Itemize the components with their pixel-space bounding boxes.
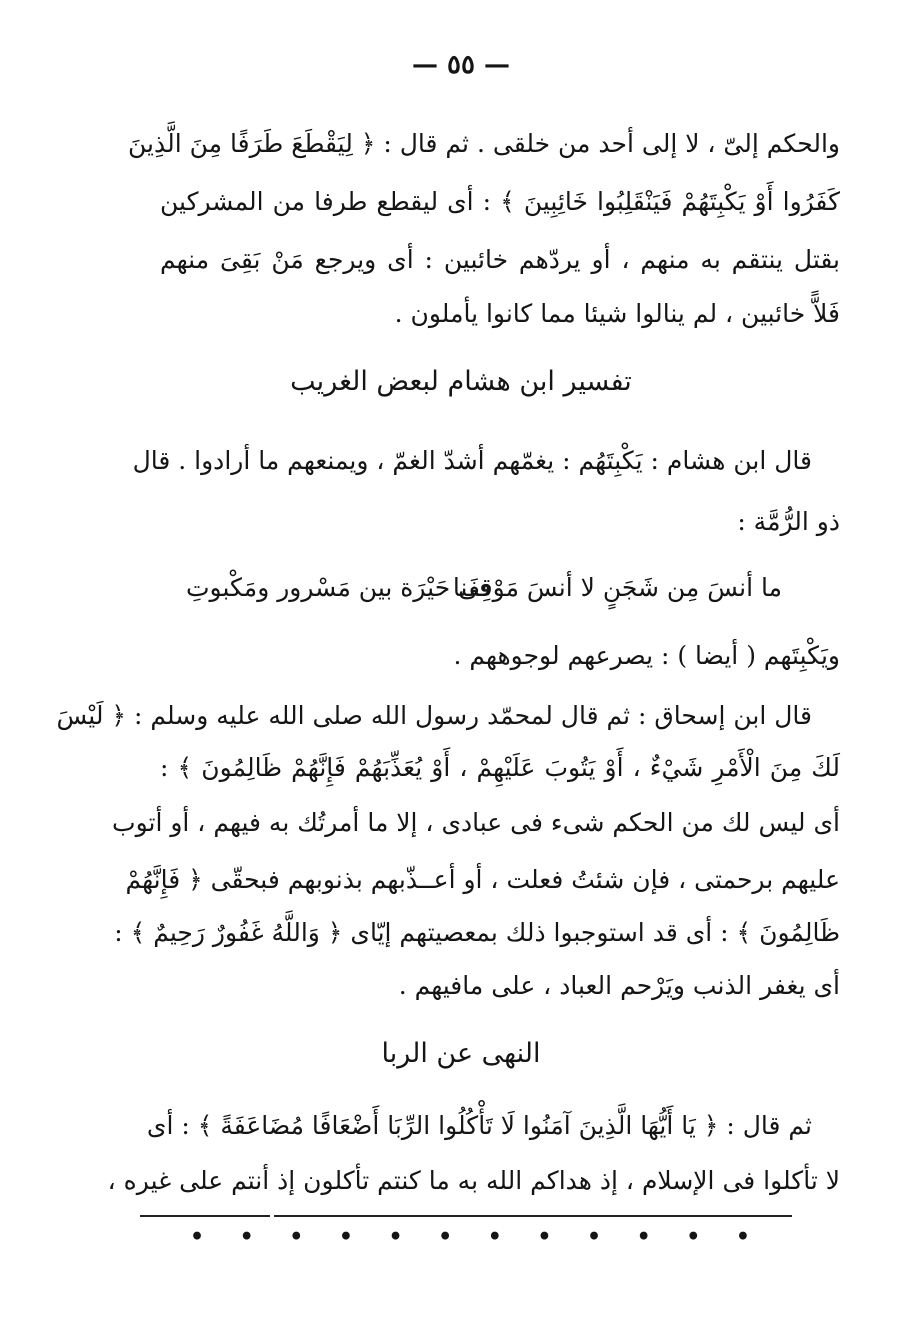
footer-dot: •	[686, 1224, 701, 1250]
footer-dot: •	[239, 1224, 254, 1250]
paragraph-4-line-2: لَكَ مِنَ الْأَمْرِ شَيْءٌ ، أَوْ يَتُوبَ عَلَيْهِمْ ، أَوْ يُعَذِّبَهُمْ فَإِنَّهُمْ ظَالِمُونَ ﴾ :	[160, 753, 840, 782]
paragraph-4-line-1: قال ابن إسحاق : ثم قال لمحمّد رسول الله صلى الله عليه وسلم : ﴿ لَيْسَ	[56, 701, 812, 730]
footer-dots	[190, 1226, 750, 1248]
footer-dot: •	[388, 1224, 403, 1250]
footer-dot: •	[487, 1224, 502, 1250]
footer-dot: •	[735, 1224, 750, 1250]
section-heading-gharib: تفسير ابن هشام لبعض الغريب	[290, 366, 632, 397]
footer-dot: •	[289, 1224, 304, 1250]
paragraph-1-line-1: والحكم إلىّ ، لا إلى أحد من خلقى . ثم قال : ﴿ لِيَقْطَعَ طَرَفًا مِنَ الَّذِينَ	[128, 129, 840, 158]
paragraph-1-line-3: بقتل ينتقم به منهم ، أو يردّهم خائبين : أى ويرجع مَنْ بَقِىَ منهم	[160, 245, 840, 274]
paragraph-4-line-6: أى يغفر الذنب ويَرْحم العباد ، على مافيهم .	[398, 971, 840, 1000]
paragraph-4-line-3: أى ليس لك من الحكم شىء فى عبادى ، إلا ما أمرتُك به فيهم ، أو أتوب	[112, 808, 840, 837]
paragraph-2-line-2: ذو الرُّمَّة :	[737, 507, 840, 536]
section-heading-riba: النهى عن الربا	[381, 1038, 541, 1069]
paragraph-5-line-1: ثم قال : ﴿ يَا أَيُّهَا الَّذِينَ آمَنُوا لَا تَأْكُلُوا الرِّبَا أَضْعَافًا مُضَاعَفَةً ﴾ : أى	[146, 1111, 812, 1140]
paragraph-4-line-4: عليهم برحمتى ، فإن شئتُ فعلت ، أو أعــذّبهم بذنوبهم فبحقّى ﴿ فَإِنَّهُمْ	[125, 865, 840, 894]
paragraph-1-line-4: فَلاًّ خائبين ، لم ينالوا شيئا مما كانوا يأملون .	[394, 299, 840, 328]
footer-dot: •	[338, 1224, 353, 1250]
footer-dot: •	[636, 1224, 651, 1250]
verse-left-hemistich: فى حَيْرَة بين مَسْرور ومَكْبوتِ	[186, 573, 491, 602]
footer-dot: •	[537, 1224, 552, 1250]
footer-dot: •	[438, 1224, 453, 1250]
footer-dot: •	[190, 1224, 205, 1250]
footer-rule-right	[274, 1215, 792, 1217]
paragraph-2-line-1: قال ابن هشام : يَكْبِتَهُم : يغمّهم أشدّ الغمّ ، ويمنعهم ما أرادوا . قال	[132, 446, 812, 475]
paragraph-3-line-1: ويَكْبِتَهم ( أيضا ) : يصرعهم لوجوههم .	[453, 641, 840, 670]
paragraph-1-line-2: كَفَرُوا أَوْ يَكْبِتَهُمْ فَيَنْقَلِبُوا خَائِبِينَ ﴾ : أى ليقطع طرفا من المشركين	[160, 187, 840, 216]
verse-right-hemistich: ما أنسَ مِن شَجَنٍ لا أنسَ مَوْقِفَنا	[452, 573, 782, 602]
paragraph-5-line-2: لا تأكلوا فى الإسلام ، إذ هداكم الله به ما كنتم تأكلون إذ أنتم على غيره ،	[107, 1166, 840, 1195]
footer-dot: •	[587, 1224, 602, 1250]
footer-rule-left	[140, 1215, 270, 1217]
paragraph-4-line-5: ظَالِمُونَ ﴾ : أى قد استوجبوا ذلك بمعصيتهم إيّاى ﴿ وَاللَّهُ غَفُورٌ رَحِيمٌ ﴾ :	[114, 918, 840, 947]
page-number: — ٥٥ —	[411, 50, 511, 80]
